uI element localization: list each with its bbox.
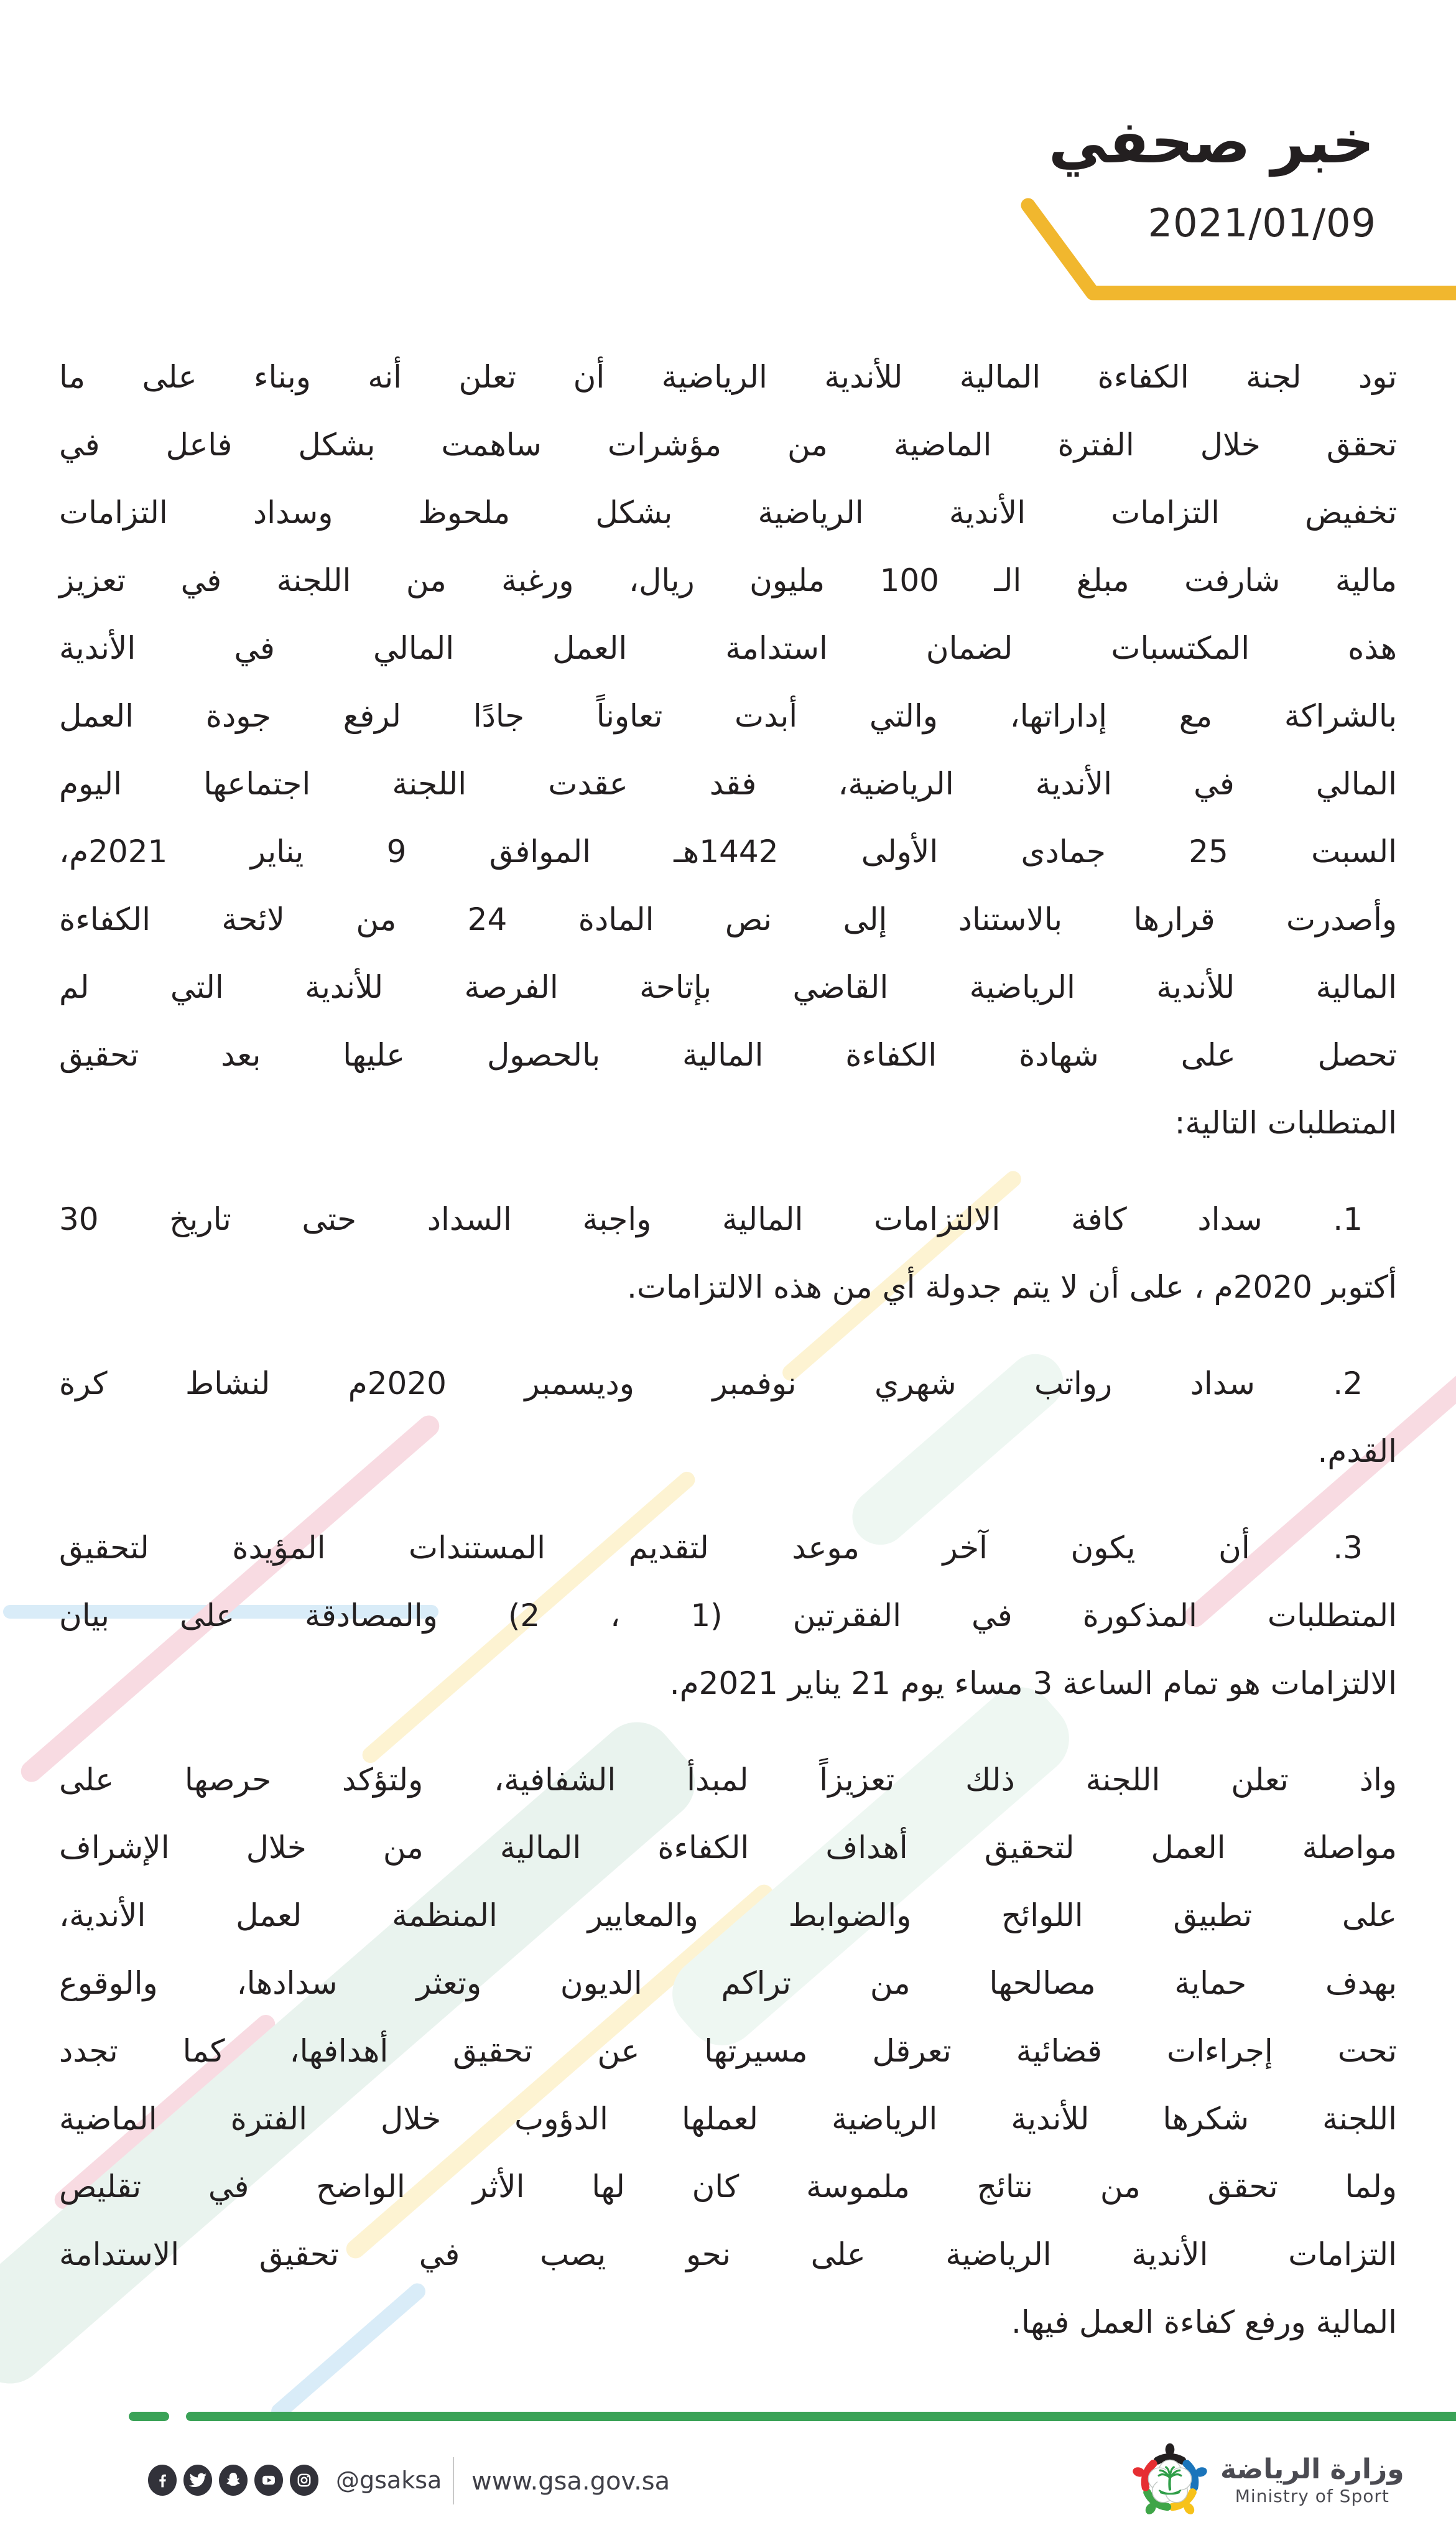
- ministry-name-arabic: وزارة الرياضة: [1220, 2453, 1404, 2485]
- body-line: المالي في الأندية الرياضية، فقد عقدت اللجنة اجتماعها اليوم: [59, 766, 1397, 802]
- list-item-line: أكتوبر 2020م ، على أن لا يتم جدولة أي من هذه الالتزامات.: [627, 1269, 1397, 1305]
- body-line: مالية شارفت مبلغ الـ 100 مليون ريال، ورغبة من اللجنة في تعزيز: [59, 562, 1397, 598]
- ministry-of-sport-logo: [1131, 2441, 1404, 2519]
- list-item-line: 2. سداد رواتب شهري نوفمبر وديسمبر 2020م لنشاط كرة: [59, 1365, 1363, 1402]
- page-title: خبر صحفي: [1048, 108, 1375, 177]
- list-item-line: 1. سداد كافة الالتزامات المالية واجبة السداد حتى تاريخ 30: [59, 1201, 1363, 1237]
- body-line: تحقق خلال الفترة الماضية من مؤشرات ساهمت بشكل فاعل في: [59, 427, 1397, 463]
- list-item-line: 3. أن يكون آخر موعد لتقديم المستندات المؤيدة لتحقيق: [59, 1530, 1363, 1566]
- footer-divider: [453, 2457, 454, 2504]
- social-handle: @gsaksa: [336, 2467, 442, 2494]
- body-line: هذه المكتسبات لضمان استدامة العمل المالي في الأندية: [59, 630, 1397, 666]
- list-item-line: القدم.: [1317, 1433, 1397, 1469]
- body-line: تحصل على شهادة الكفاءة المالية بالحصول عليها بعد تحقيق: [59, 1037, 1397, 1073]
- body-line: وأصدرت قرارها بالاستناد إلى نص المادة 24 من لائحة الكفاءة: [59, 901, 1397, 937]
- body-line: مواصلة العمل لتحقيق أهداف الكفاءة المالية من خلال الإشراف: [59, 1830, 1397, 1866]
- body-line: تخفيض التزامات الأندية الرياضية بشكل ملحوظ وسداد التزامات: [59, 495, 1397, 531]
- list-item-line: المتطلبات المذكورة في الفقرتين (1 ، 2) والمصادقة على بيان: [59, 1597, 1397, 1634]
- ministry-emblem-icon: [1131, 2441, 1209, 2519]
- body-line: المالية ورفع كفاءة العمل فيها.: [1011, 2304, 1397, 2340]
- body-line: بالشراكة مع إداراتها، والتي أبدت تعاوناً جادًا لرفع جودة العمل: [59, 698, 1397, 734]
- body-line: ولما تحقق من نتائج ملموسة كان لها الأثر الواضح في تقليص: [59, 2169, 1397, 2205]
- body-line: السبت 25 جمادى الأولى 1442هـ الموافق 9 يناير 2021م،: [59, 834, 1398, 870]
- footer-green-dash: [129, 2412, 169, 2421]
- instagram-icon[interactable]: [290, 2465, 318, 2496]
- ministry-name-english: Ministry of Sport: [1235, 2485, 1389, 2506]
- body-line: على تطبيق اللوائح والضوابط والمعايير المنظمة لعمل الأندية،: [59, 1897, 1397, 1933]
- youtube-icon[interactable]: [254, 2465, 283, 2496]
- body-line: التزامات الأندية الرياضية على نحو يصب في تحقيق الاستدامة: [59, 2236, 1397, 2272]
- body-line: واذ تعلن اللجنة ذلك تعزيزاً لمبدأ الشفافية، ولتؤكد حرصها على: [59, 1762, 1397, 1798]
- body-line: تود لجنة الكفاءة المالية للأندية الرياضية أن تعلن أنه وبناء على ما: [59, 359, 1397, 395]
- website-link[interactable]: www.gsa.gov.sa: [471, 2467, 670, 2496]
- body-line: المتطلبات التالية:: [1174, 1105, 1397, 1141]
- press-release-body: [59, 343, 1397, 2356]
- press-release-date: 2021/01/09: [1148, 200, 1376, 246]
- facebook-icon[interactable]: [148, 2465, 177, 2496]
- body-line: بهدف حماية مصالحها من تراكم الديون وتعثر سدادها، والوقوع: [59, 1965, 1397, 2001]
- list-item-line: الالتزامات هو تمام الساعة 3 مساء يوم 21 يناير 2021م.: [669, 1665, 1397, 1701]
- body-line: تحت إجراءات قضائية تعرقل مسيرتها عن تحقيق أهدافها، كما تجدد: [59, 2033, 1397, 2069]
- footer-green-bar: [186, 2412, 1456, 2421]
- body-line: المالية للأندية الرياضية القاضي بإتاحة الفرصة للأندية التي لم: [59, 969, 1397, 1005]
- body-line: اللجنة شكرها للأندية الرياضية لعملها الدؤوب خلال الفترة الماضية: [59, 2101, 1397, 2137]
- twitter-icon[interactable]: [183, 2465, 212, 2496]
- social-icons-row: [148, 2465, 318, 2496]
- snapchat-icon[interactable]: [219, 2465, 248, 2496]
